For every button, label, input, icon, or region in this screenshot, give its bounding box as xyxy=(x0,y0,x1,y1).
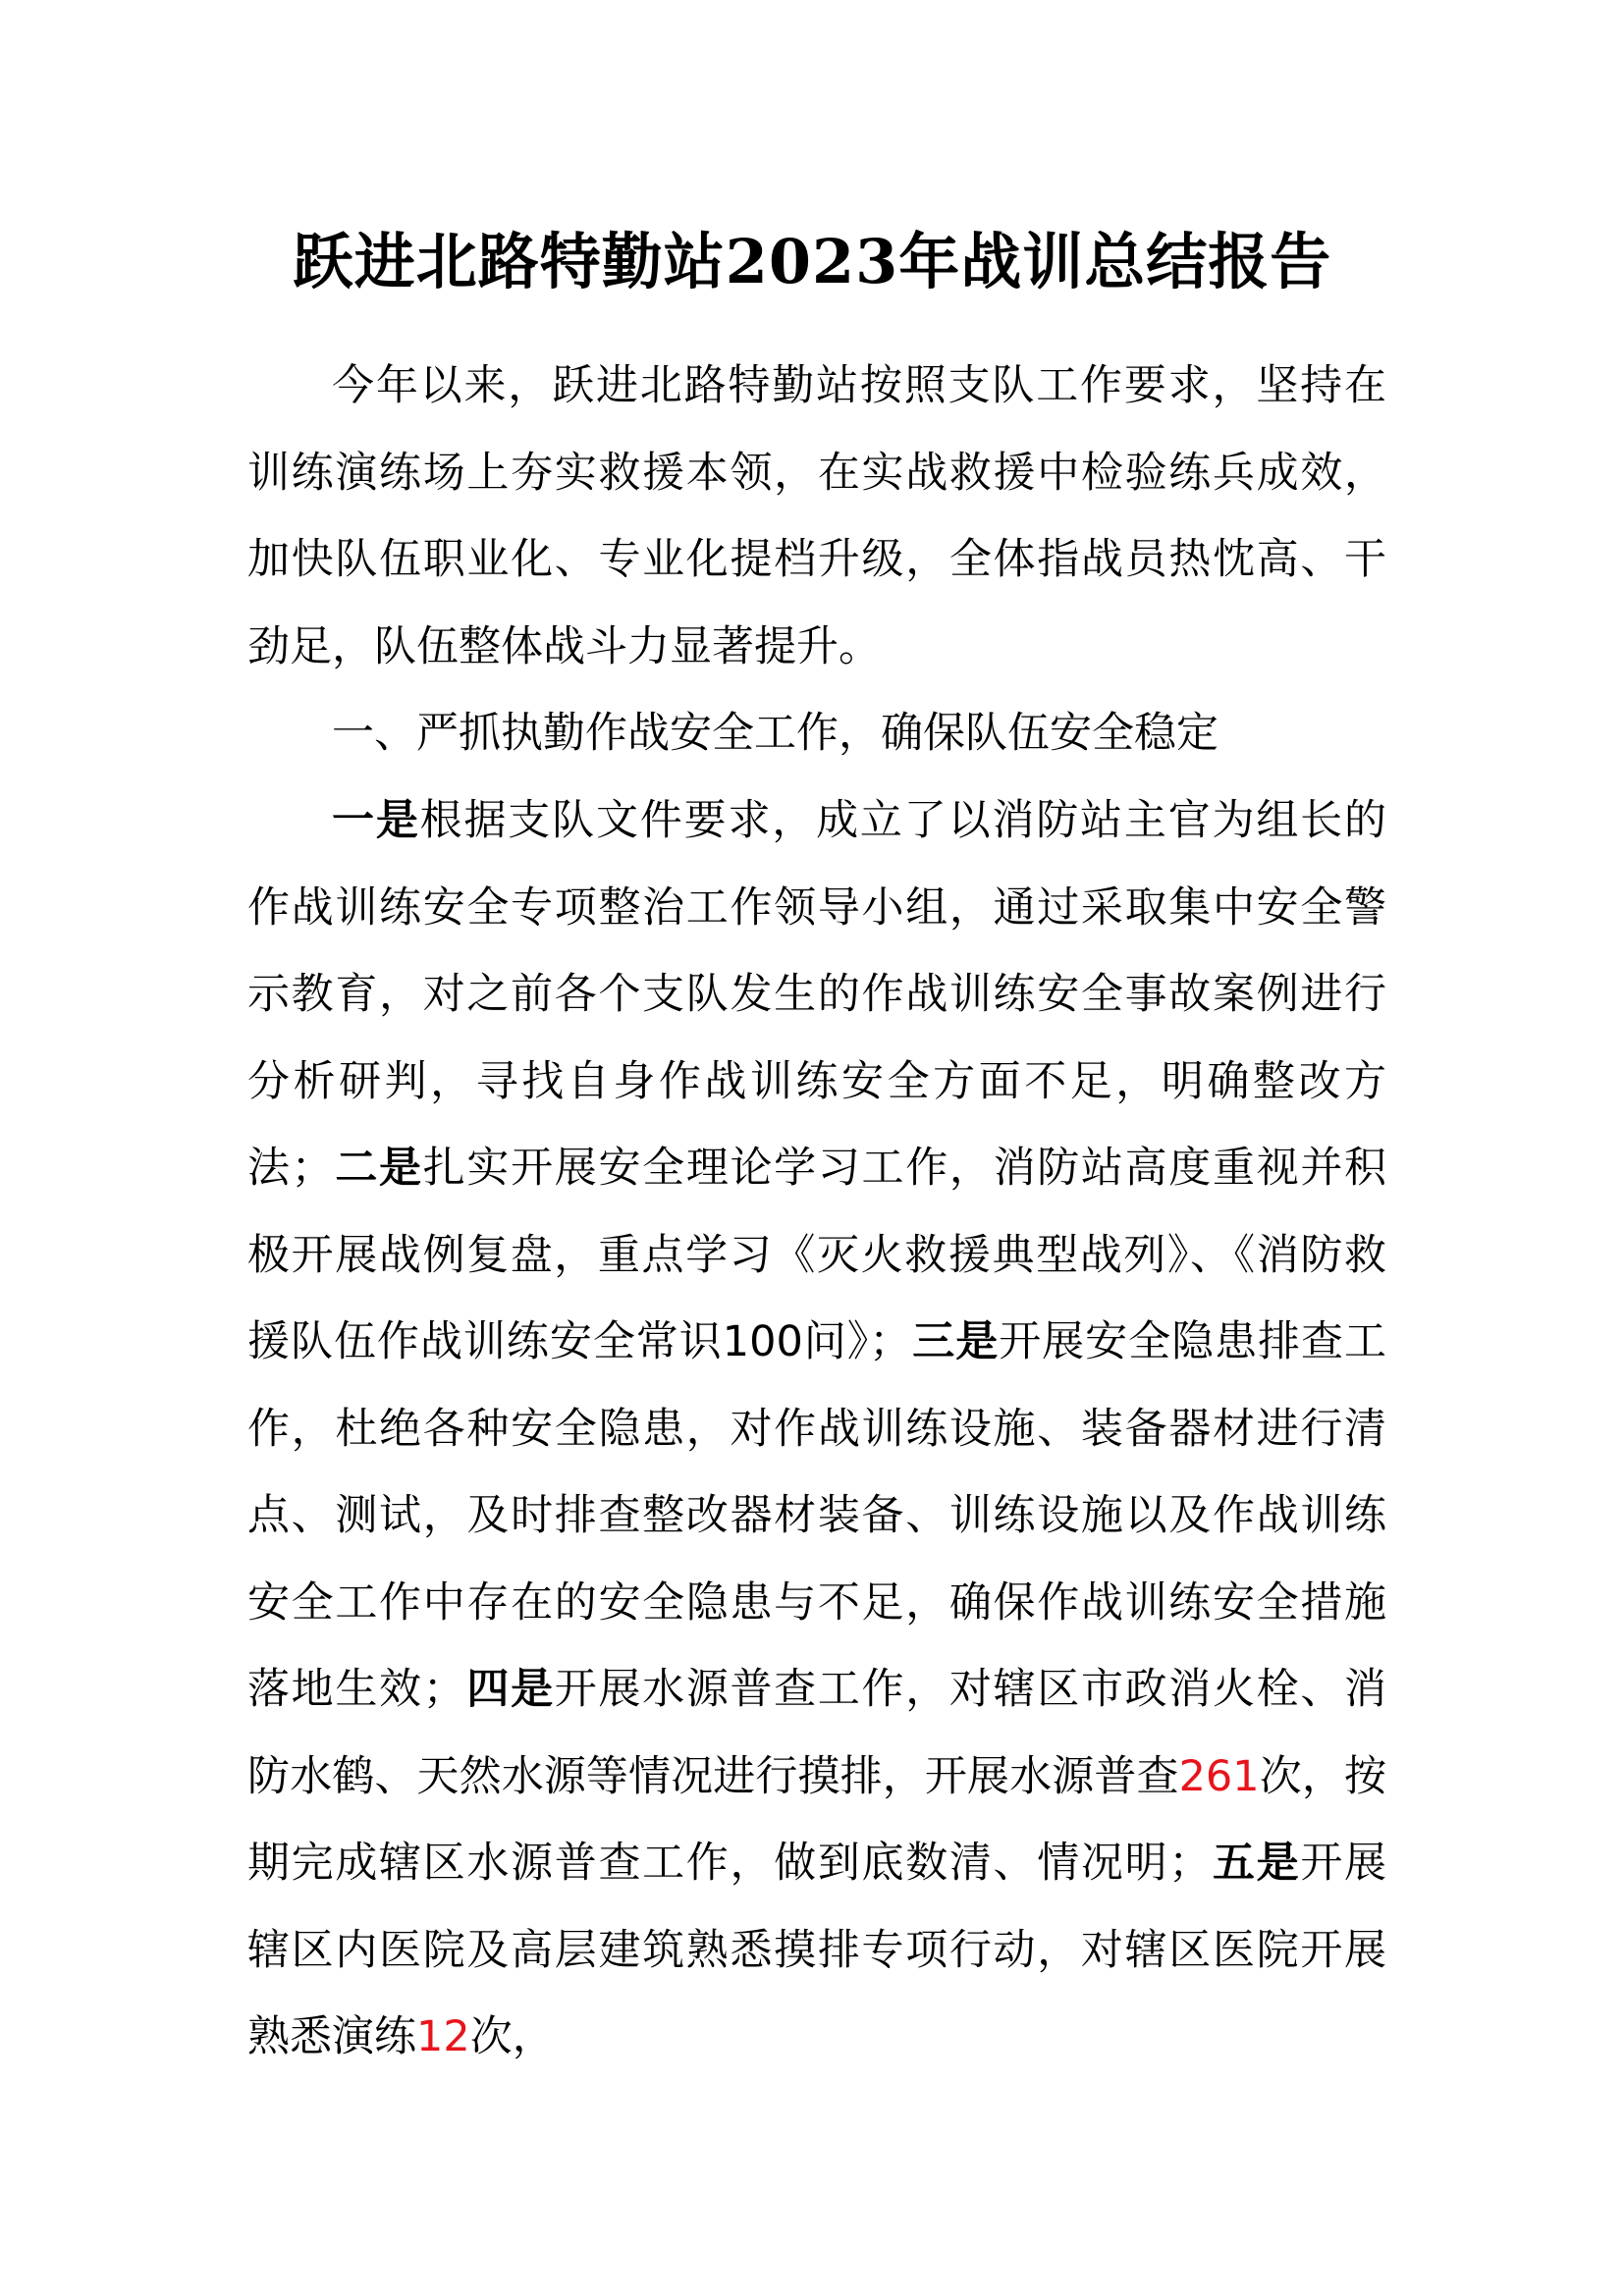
item-lead-2: 二是 xyxy=(333,1144,423,1193)
item-lead-1: 一是 xyxy=(332,796,420,845)
item-text-3: 开展安全隐患排查工作，杜绝各种安全隐患，对作战训练设施、装备器材进行清点、测试，及时排查整改器材装备、训练设施以及作战训练安全工作中存在的安全隐患与不足，确保作战训练安全措施落地生效； xyxy=(247,1317,1387,1714)
item-lead-5: 五是 xyxy=(1211,1839,1301,1888)
item-text-2: 扎实开展安全理论学习工作，消防站高度重视并积极开展战例复盘，重点学习《灭火救援典型战列》、《消防救援队伍作战训练安全常识100问》； xyxy=(247,1144,1387,1366)
item-lead-4: 四是 xyxy=(464,1665,555,1714)
section-body-paragraph xyxy=(247,777,1386,2081)
intro-paragraph: 今年以来，跃进北路特勤站按照支队工作要求，坚持在训练演练场上夯实救援本领，在实战救援中检验练兵成效，加快队伍职业化、专业化提档升级，全体指战员热忱高、干劲足，队伍整体战斗力显著提升。 xyxy=(247,361,1386,671)
item-text-5-before: 开展辖区内医院及高层建筑熟悉摸排专项行动，对辖区医院开展熟悉演练 xyxy=(247,1839,1387,2061)
section-heading: 一、严抓执勤作战安全工作，确保队伍安全稳定 xyxy=(332,709,1218,758)
item-text-1: 根据支队文件要求，成立了以消防站主官为组长的作战训练安全专项整治工作领导小组，通过采取集中安全警示教育，对之前各个支队发生的作战训练安全事故案例进行分析研判，寻找自身作战训练安全方面不足，明确整改方法； xyxy=(247,796,1387,1193)
hospital-drill-count: 12 xyxy=(416,2012,470,2061)
item-text-4-after: 次，按期完成辖区水源普查工作，做到底数清、情况明； xyxy=(247,1751,1387,1888)
item-text-4-before: 开展水源普查工作，对辖区市政消火栓、消防水鹤、天然水源等情况进行摸排，开展水源普查 xyxy=(247,1665,1387,1801)
document-title: 跃进北路特勤站2023年战训总结报告 xyxy=(292,226,1332,297)
water-survey-count: 261 xyxy=(1178,1751,1260,1801)
item-lead-3: 三是 xyxy=(911,1317,1000,1366)
item-text-5-after: 次， xyxy=(469,2012,555,2061)
